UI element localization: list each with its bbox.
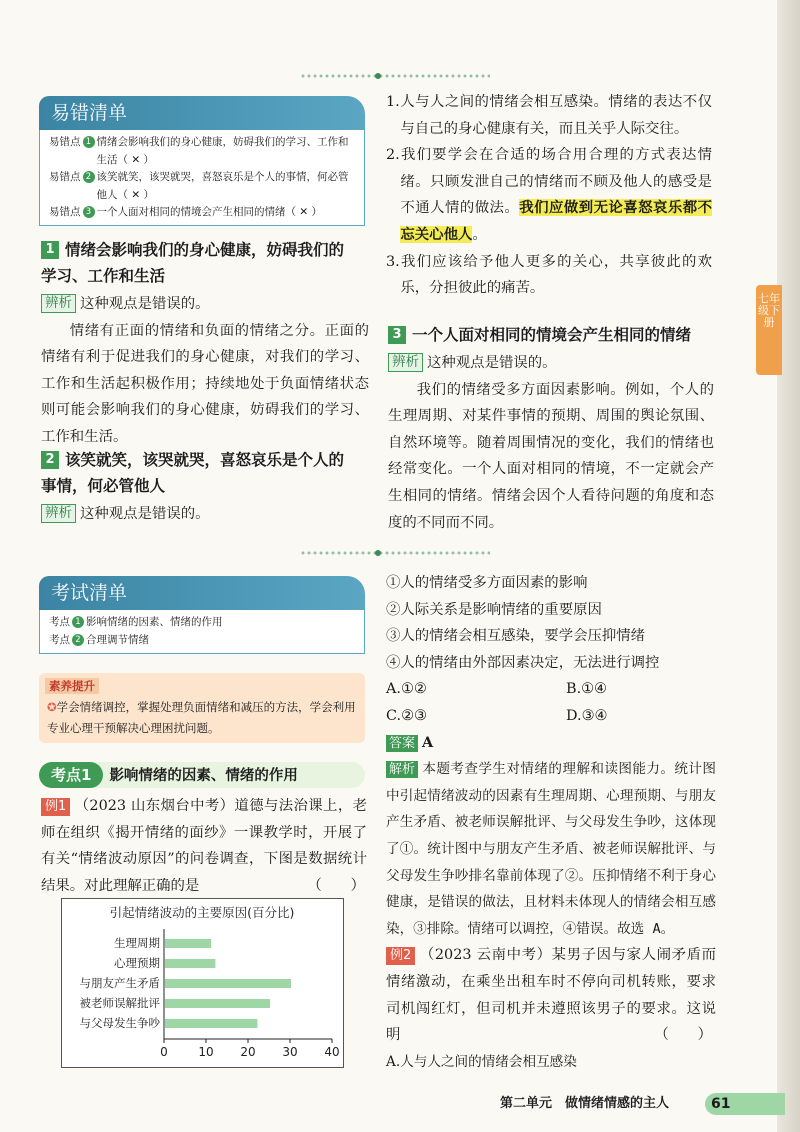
- error-item-2: [49, 169, 356, 204]
- chart-bar: [165, 959, 215, 968]
- chart-category-label: 心理预期: [114, 956, 160, 970]
- choice-a: A.①②: [386, 681, 427, 698]
- exam-point-label: 考点: [49, 616, 70, 628]
- chart-canvas: [62, 899, 343, 1067]
- key-point-3: 3.我们应该给予他人更多的关心，共享彼此的欢乐，分担彼此的痛苦。: [386, 253, 712, 297]
- example-1-text: （2023 山东烟台中考）道德与法治课上，老师在组织《揭开情绪的面纱》一课教学时，开展了有关“情绪波动原因”的问卷调查，下图是数据统计结果。对此理解正确的是: [41, 798, 367, 894]
- options-list: [386, 570, 716, 1075]
- footer-unit: 第二单元: [500, 1096, 553, 1111]
- question-1-verdict: 这种观点是错误的。: [80, 296, 210, 312]
- example-2: [386, 942, 716, 1048]
- number-icon: 3: [83, 206, 95, 218]
- question-2-verdict: 这种观点是错误的。: [80, 506, 210, 522]
- choice-b: B.①④: [566, 681, 607, 698]
- exam-point-2: [49, 632, 356, 650]
- analysis-tag: 解析: [386, 761, 418, 778]
- error-text: 情绪会影响我们的身心健康，妨碍我们的学习、工作和生活（ ✕ ）: [96, 136, 349, 166]
- question-3-body: 我们的情绪受多方面因素影响。例如，个人的生理周期、对某件事情的预期、周围的舆论氛围、自然环境等。随着周围情况的变化，我们的情绪也经常变化。一个人面对相同的情境，不一定就会产生相同的情绪。情绪会因个人看待问题的角度和态度的不同而不同。: [388, 381, 714, 531]
- answer-blank: （ ）: [654, 1027, 712, 1044]
- exam-point-text: 影响情绪的因素、情绪的作用: [86, 616, 223, 628]
- error-list: [39, 130, 365, 226]
- grade-side-tab: 七年级下册: [756, 285, 782, 375]
- question-number-badge: 1: [41, 241, 59, 259]
- error-label: 易错点: [49, 171, 81, 183]
- exam-list: [39, 610, 365, 654]
- question-2: [41, 447, 369, 528]
- example-1: [41, 793, 367, 899]
- key-point-2: [386, 142, 712, 248]
- divider-middle: [300, 550, 490, 556]
- option-1: ①人的情绪受多方面因素的影响: [386, 575, 588, 591]
- literacy-box: [39, 673, 365, 743]
- chart-category-label: 生理周期: [114, 936, 160, 950]
- question-3: [388, 322, 714, 536]
- answer-blank: （ ）: [307, 877, 365, 894]
- number-icon: 2: [72, 634, 84, 646]
- question-1-body: 情绪有正面的情绪和负面的情绪之分。正面的情绪有利于促进我们的身心健康，对我们的学习、工作和生活起积极作用；持续地处于负面情绪状态则可能会影响我们的身心健康，妨碍我们的学习、工作和生活。: [41, 322, 369, 445]
- number-icon: 2: [83, 171, 95, 183]
- question-1-title: 情绪会影响我们的身心健康，妨碍我们的: [65, 241, 345, 259]
- exam-list-title: 考试清单: [39, 576, 365, 610]
- chart-x-tick-label: 10: [198, 1045, 214, 1059]
- page-edge: [777, 0, 800, 1132]
- exam-point-header: [39, 762, 365, 788]
- choice-c: C.②③: [386, 707, 427, 724]
- error-text: 该笑就笑，该哭就哭，喜怒哀乐是个人的事情，何必管他人（ ✕ ）: [96, 171, 349, 201]
- analysis-block: [386, 756, 716, 942]
- page-number: 61: [711, 1096, 731, 1112]
- key-points-list: [386, 89, 712, 302]
- question-3-title: 一个人面对相同的情境会产生相同的情绪: [412, 326, 692, 344]
- page-number-tab: [705, 1093, 785, 1115]
- exam-point-1: [49, 614, 356, 632]
- chart-x-tick-label: 0: [160, 1045, 168, 1059]
- key-point-2-text: 2.我们要学会在合适的场合用合理的方式表达情绪。只顾发泄自己的情绪而不顾及他人的感受是不通人情的做法。: [386, 147, 712, 217]
- analysis-tag: 辨析: [41, 294, 76, 313]
- number-icon: 1: [72, 616, 84, 628]
- exam-point-label: 考点1: [39, 762, 103, 788]
- analysis-tag: 辨析: [388, 353, 423, 372]
- divider-top: [300, 73, 490, 79]
- answer-value: A: [422, 733, 434, 751]
- key-point-2-end: 。: [472, 226, 487, 243]
- example-tag: 例2: [386, 947, 415, 965]
- error-text: 一个人面对相同的情境会产生相同的情绪（ ✕ ）: [96, 206, 322, 218]
- example-2-option-a: A.人与人之间的情绪会相互感染: [386, 1053, 577, 1070]
- question-1: [41, 237, 369, 451]
- example-tag: 例1: [41, 798, 70, 816]
- analysis-text: 本题考查学生对情绪的理解和读图能力。统计图中引起情绪波动的因素有生理周期、心理预期、与朋友产生矛盾、被老师误解批评、与父母发生争吵，这体现了①。统计图中与朋友产生矛盾、被老师误解批评、与父母发生争吵排名靠前体现了②。压抑情绪不利于身心健康，是错误的做法，且材料未体现人的情绪会相互感染，③排除。情绪可以调控，④错误。故选 A。: [386, 761, 716, 937]
- key-point-1: 1.人与人之间的情绪会相互感染。情绪的表达不仅与自己的身心健康有关，而且关乎人际交往。: [386, 94, 712, 137]
- highlight-text: 我们应做到无论喜怒哀乐都不忘关心他人: [400, 199, 712, 243]
- chart-category-label: 与朋友产生矛盾: [79, 976, 160, 990]
- choice-row-1: [386, 676, 716, 703]
- chart-bar: [165, 999, 270, 1008]
- error-item-1: [49, 134, 356, 169]
- divider-dot: [375, 550, 381, 556]
- number-icon: 1: [83, 136, 95, 148]
- footer-title: [500, 1093, 669, 1115]
- question-2-title-cont: 事情，何必管他人: [41, 477, 166, 495]
- choice-row-2: [386, 703, 716, 730]
- error-item-3: [49, 204, 356, 222]
- literacy-title: 素养提升: [45, 678, 99, 694]
- exam-point-title: 影响情绪的因素、情绪的作用: [109, 768, 298, 784]
- bar-chart: [61, 898, 344, 1068]
- option-3: ③人的情绪会相互感染，要学会压抑情绪: [386, 628, 646, 645]
- choice-d: D.③④: [566, 707, 608, 724]
- exam-point-label: 考点: [49, 633, 70, 646]
- chart-x-tick-label: 20: [240, 1045, 256, 1059]
- chart-bar: [165, 939, 211, 948]
- chart-category-label: 与父母发生争吵: [79, 1016, 160, 1030]
- question-3-verdict: 这种观点是错误的。: [427, 355, 557, 371]
- error-label: 易错点: [49, 206, 81, 218]
- option-2: ②人际关系是影响情绪的重要原因: [386, 601, 602, 618]
- analysis-tag: 辨析: [41, 504, 76, 523]
- chart-bar: [165, 979, 291, 988]
- question-number-badge: 2: [41, 451, 59, 469]
- chart-title: 引起情绪波动的主要原因(百分比): [109, 905, 295, 920]
- chart-category-label: 被老师误解批评: [79, 996, 160, 1010]
- question-number-badge: 3: [388, 326, 406, 344]
- question-2-title: 该笑就笑，该哭就哭，喜怒哀乐是个人的: [65, 451, 345, 469]
- answer-tag: 答案: [386, 735, 418, 752]
- footer-chapter: 做情绪情感的主人: [565, 1096, 670, 1111]
- exam-point-text: 合理调节情绪: [86, 633, 149, 646]
- example-2-text: （2023 云南中考）某男子因与家人闹矛盾而情绪激动，在乘坐出租车时不停向司机转账，要求司机闯红灯，但司机并未遵照该男子的要求。这说明: [386, 947, 716, 1044]
- chart-x-tick-label: 30: [282, 1045, 298, 1059]
- question-1-title-cont: 学习、工作和生活: [41, 267, 166, 285]
- bullet-icon: ✪: [47, 700, 57, 714]
- answer-row: [386, 730, 716, 757]
- chart-x-tick-label: 40: [324, 1045, 340, 1059]
- error-label: 易错点: [49, 136, 81, 148]
- chart-bar: [165, 1019, 257, 1028]
- literacy-text: 学会情绪调控，掌握处理负面情绪和减压的方法，学会利用专业心理干预解决心理困扰问题。: [47, 700, 356, 735]
- error-list-title: 易错清单: [39, 96, 365, 130]
- divider-dot: [375, 73, 381, 79]
- option-4: ④人的情绪由外部因素决定，无法进行调控: [386, 654, 660, 671]
